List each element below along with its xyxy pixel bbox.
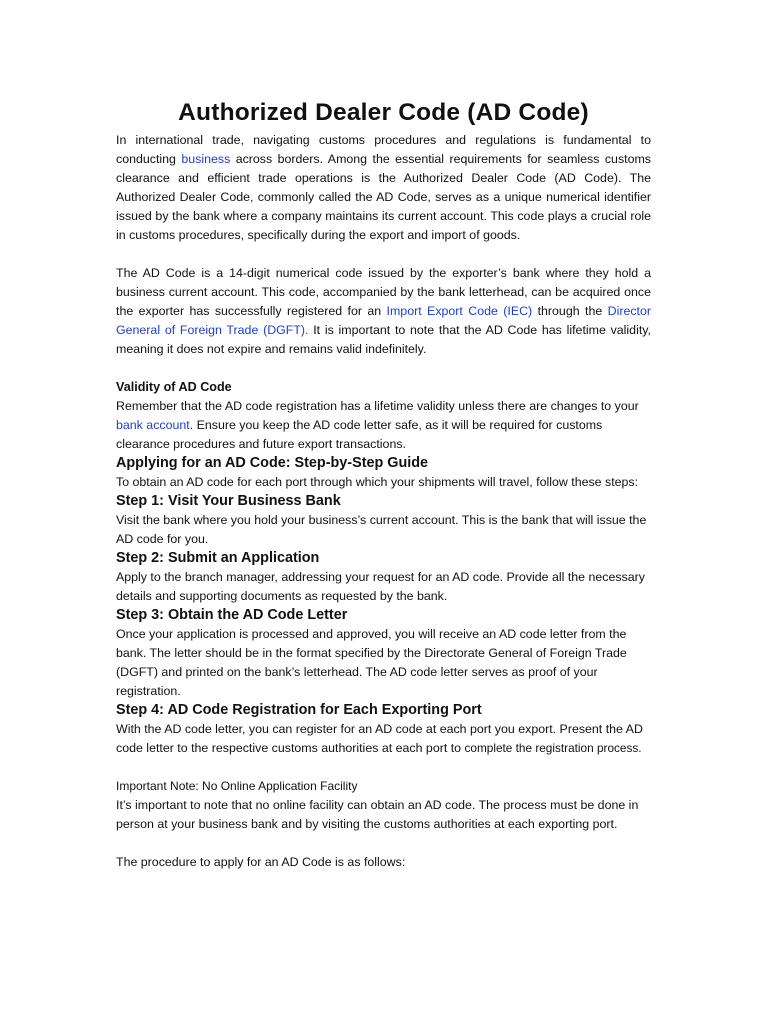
ad-code-text-2: through the <box>532 304 608 318</box>
intro-text-2: across borders. Among the essential requirements for seamless customs clearance and efficient trade operations is the Authorized Dealer Code (AD Code). The Authorized Dealer Code, commonly called the AD Code, serves as a unique numerical identifier issued by the bank where a company maintains its current account. This code plays a crucial role in customs procedures, specifically during the export and import of goods. <box>116 152 651 242</box>
step-3-text: Once your application is processed and approved, you will receive an AD code letter from the bank. The letter should be in the format specified by the Directorate General of Foreign Trade (DGFT) and printed on the bank’s letterhead. The AD code letter serves as proof of your registration. <box>116 627 627 698</box>
step-4-text-main: With the AD code letter, you can register for an AD code at each port you export. Present the AD code letter to the respective customs authorities at each port to <box>116 722 643 755</box>
bank-account-link[interactable]: bank account <box>116 418 190 432</box>
ad-code-text-3: It is important to note that the AD Code has lifetime validity, meaning it does not expire and remains valid indefinitely. <box>116 323 651 356</box>
intro-text-1: In international trade, navigating customs procedures and regulations is fundamental to conducting <box>116 133 651 166</box>
page-title: Authorized Dealer Code (AD Code) <box>178 99 589 126</box>
procedure-text: The procedure to apply for an AD Code is as follows: <box>116 855 406 869</box>
guide-heading: Applying for an AD Code: Step-by-Step Guide <box>116 455 429 471</box>
validity-text-2: . Ensure you keep the AD code letter safe, as it will be required for customs clearance procedures and future export transactions. <box>116 418 603 451</box>
step-2-heading: Step 2: Submit an Application <box>116 550 320 566</box>
important-note-heading: Important Note: No Online Application Facility <box>116 779 358 793</box>
step-4-heading: Step 4: AD Code Registration for Each Exporting Port <box>116 702 482 718</box>
step-3-heading: Step 3: Obtain the AD Code Letter <box>116 607 348 623</box>
guide-text: To obtain an AD code for each port through which your shipments will travel, follow these steps: <box>116 475 639 489</box>
step-2-text: Apply to the branch manager, addressing your request for an AD code. Provide all the necessary details and supporting documents as requested by the bank. <box>116 570 645 603</box>
business-link[interactable]: business <box>181 152 231 166</box>
validity-text-1: Remember that the AD code registration has a lifetime validity unless there are changes to your <box>116 399 639 413</box>
ad-code-paragraph <box>116 264 651 359</box>
intro-paragraph <box>116 131 651 245</box>
validity-heading: Validity of AD Code <box>116 380 232 394</box>
step-1-text: Visit the bank where you hold your business’s current account. This is the bank that will issue the AD code for you. <box>116 513 647 546</box>
dgft-link[interactable]: Director General of Foreign Trade (DGFT). <box>116 304 651 337</box>
step-4-text <box>116 720 651 758</box>
step-1-heading: Step 1: Visit Your Business Bank <box>116 493 341 509</box>
important-note-text: It’s important to note that no online facility can obtain an AD code. The process must be done in person at your business bank and by visiting the customs authorities at each exporting port. <box>116 798 639 831</box>
document-page <box>116 98 651 872</box>
iec-link[interactable]: Import Export Code (IEC) <box>386 304 533 318</box>
validity-paragraph <box>116 397 651 454</box>
step-4-text-small: complete the registration process. <box>464 741 642 755</box>
ad-code-text-1: The AD Code is a 14-digit numerical code issued by the exporter’s bank where they hold a business current account. This code, accompanied by the bank letterhead, can be acquired once the exporter has successfully registered for an <box>116 266 651 318</box>
